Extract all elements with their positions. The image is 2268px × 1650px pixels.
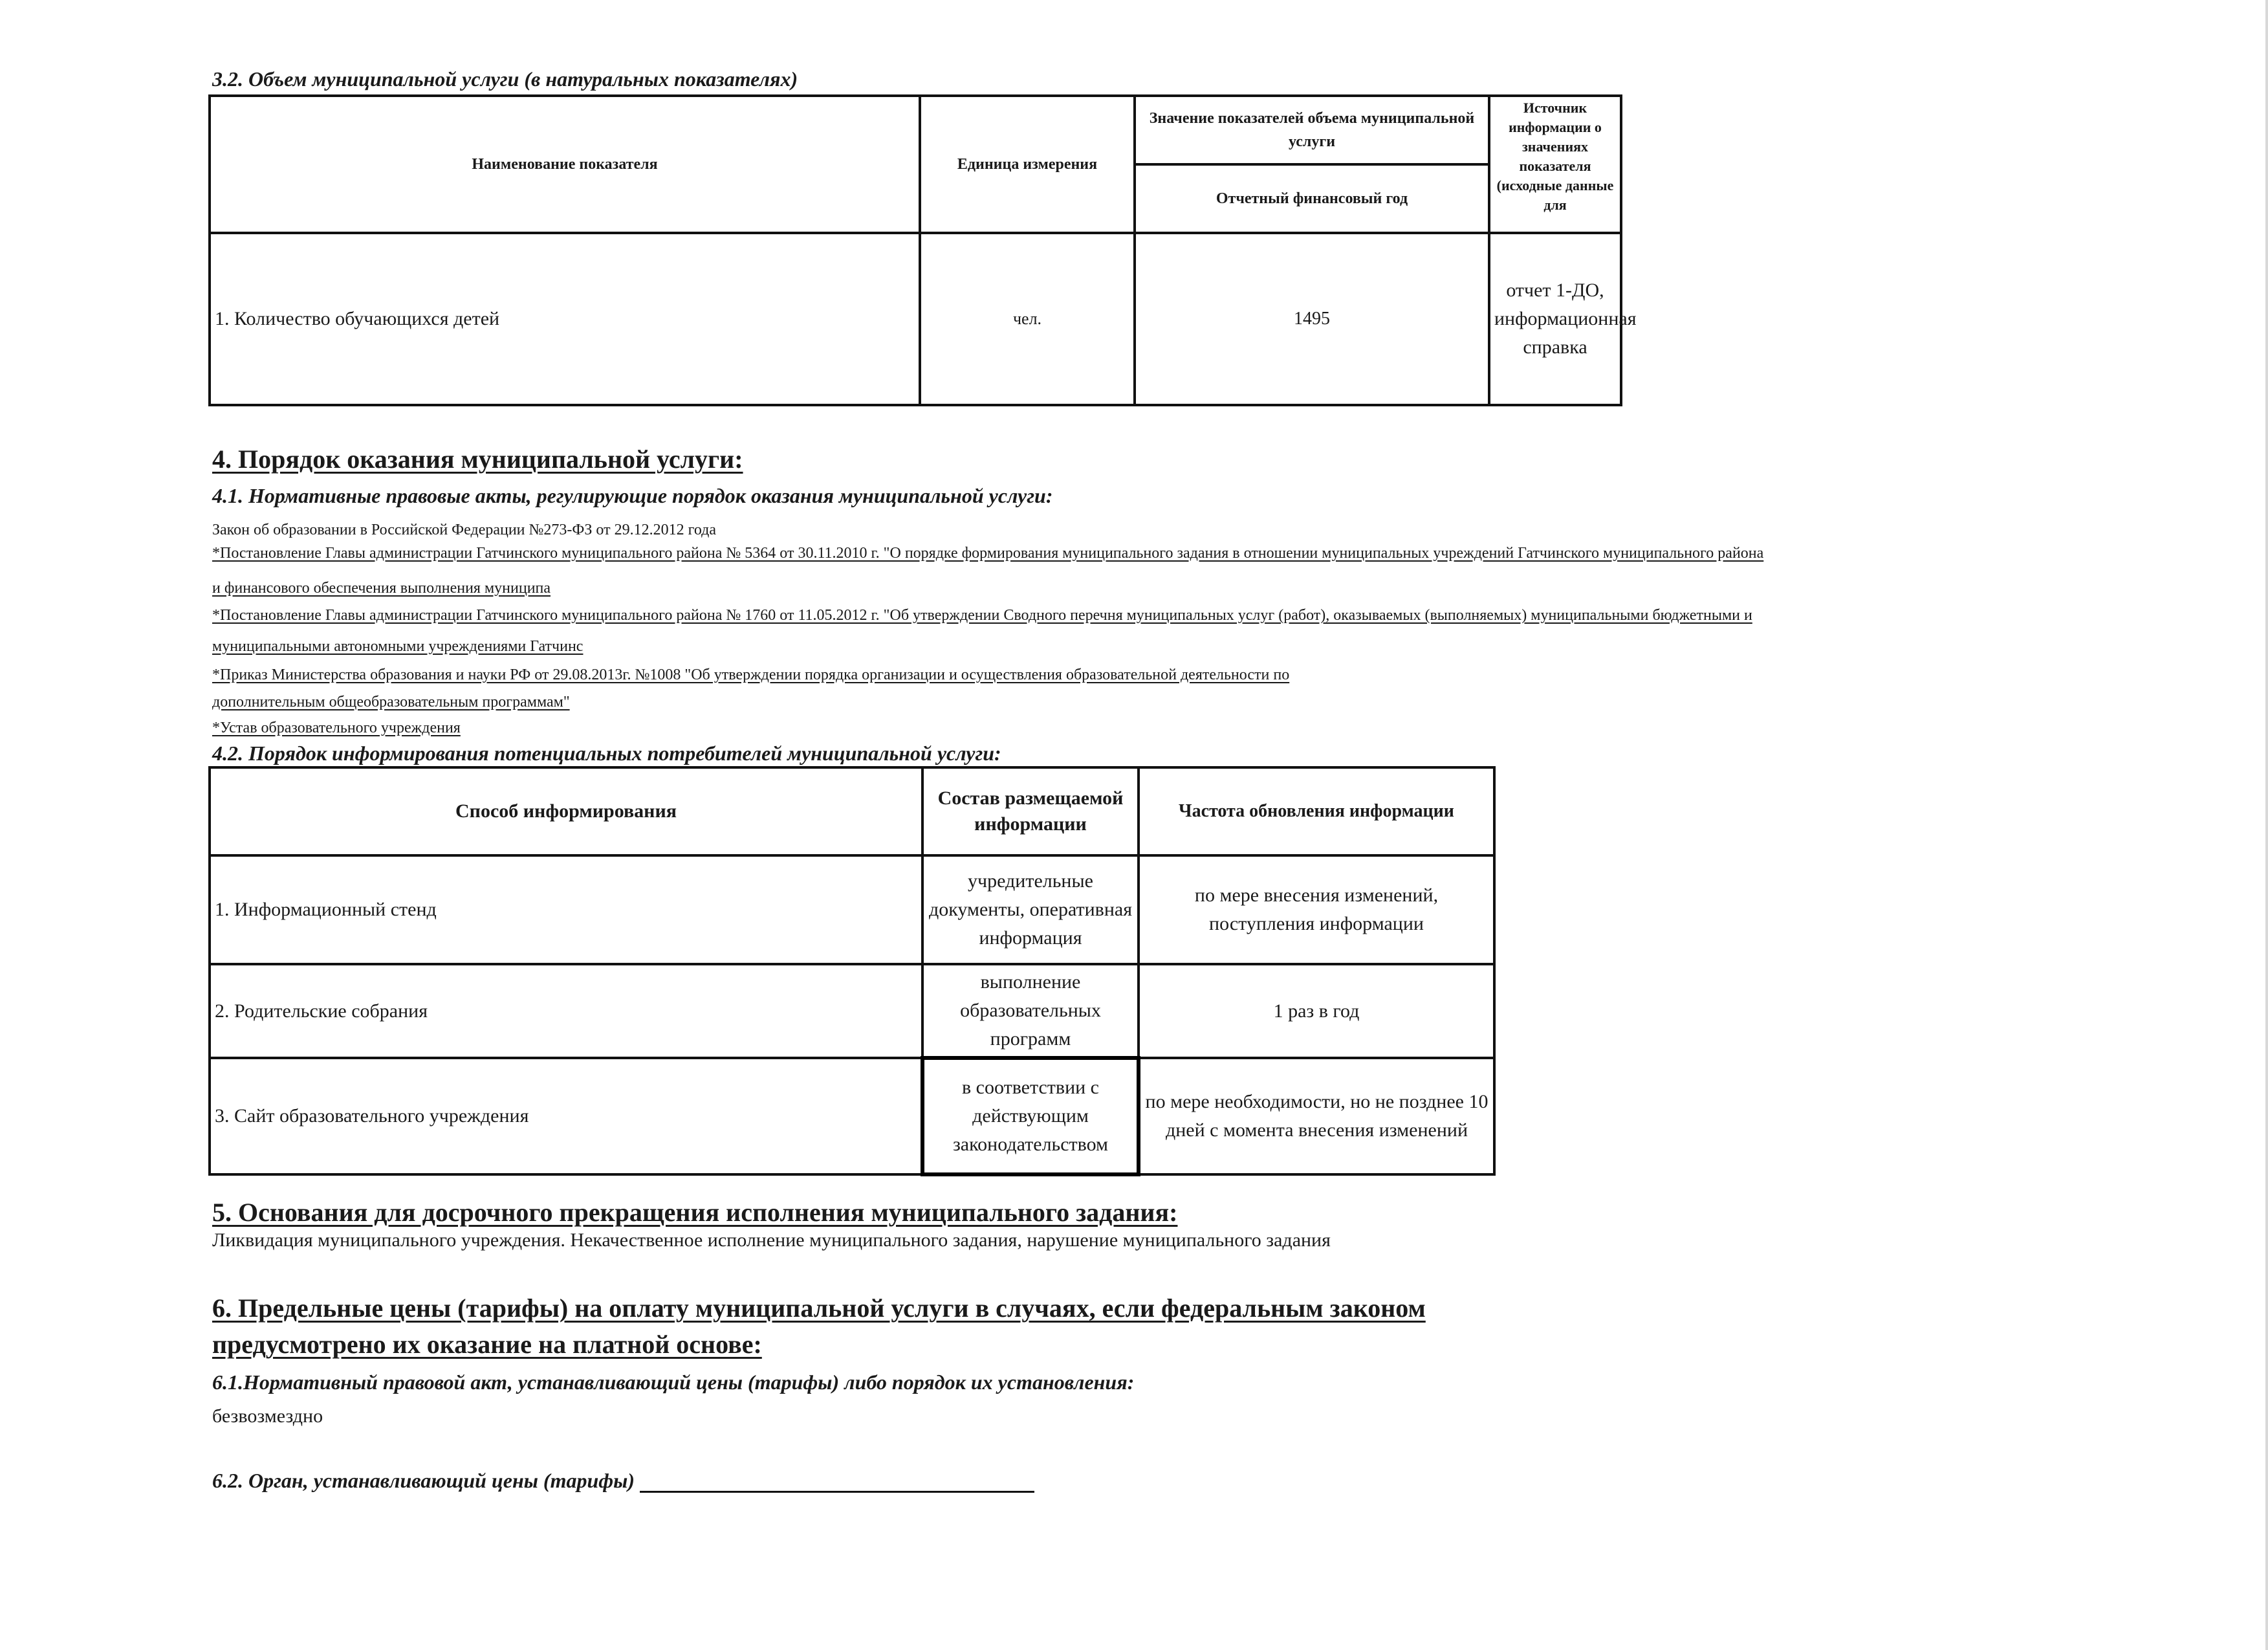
informing-row-1-content: учредительные документы, оперативная информация [922, 855, 1139, 964]
section-6-1-text: безвозмездно [212, 1405, 323, 1427]
informing-row-1-frequency: по мере внесения изменений, поступления информации [1139, 855, 1494, 964]
volume-row-name: 1. Количество обучающихся детей [210, 233, 920, 405]
volume-row-unit: чел. [920, 233, 1135, 405]
act-decree-5364: *Постановление Главы администрации Гатчинского муниципального района № 5364 от 30.11.2010 г. "О порядке формирования муниципального задания в отношении муниципальных учреждений Гатчинского муниципального района [212, 545, 1764, 562]
section-6-2-heading: 6.2. Орган, устанавливающий цены (тарифы) [212, 1469, 635, 1492]
volume-col-unit: Единица измерения [920, 96, 1135, 233]
act-decree-5364-cont: и финансового обеспечения выполнения муниципа [212, 580, 551, 597]
table-row [210, 1058, 1494, 1174]
volume-col-value-sub: Отчетный финансовый год [1135, 164, 1489, 233]
tariff-authority-blank [640, 1471, 1034, 1493]
section-6-1-heading: 6.1.Нормативный правовой акт, устанавливающий цены (тарифы) либо порядок их установления: [212, 1370, 1135, 1394]
volume-table [208, 94, 1637, 406]
informing-row-2-frequency: 1 раз в год [1139, 964, 1494, 1058]
section-3-2-heading: 3.2. Объем муниципальной услуги (в натуральных показателях) [212, 67, 798, 91]
section-4-heading: 4. Порядок оказания муниципальной услуги: [212, 445, 743, 474]
informing-row-3-frequency: по мере необходимости, но не позднее 10 дней с момента внесения изменений [1139, 1058, 1494, 1174]
volume-col-source: Источник информации о значениях показателя (исходные данные для [1489, 96, 1621, 233]
table-row [210, 964, 1494, 1058]
informing-row-3-content: в соответствии с действующим законодательством [922, 1058, 1139, 1174]
informing-col-content: Состав размещаемой информации [922, 767, 1139, 855]
section-6-heading-line2: предусмотрено их оказание на платной основе: [212, 1330, 762, 1359]
section-4-2-heading: 4.2. Порядок информирования потенциальных потребителей муниципальной услуги: [212, 742, 1001, 765]
section-6-2-line [212, 1469, 1034, 1493]
act-decree-1760: *Постановление Главы администрации Гатчинского муниципального района № 1760 от 11.05.2012 г. "Об утверждении Сводного перечня муниципальных услуг (работ), оказываемых (выполняемых) муниципальными бюджетными и [212, 607, 1752, 624]
table-row [210, 233, 1621, 405]
volume-col-value: Значение показателей объема муниципальной услуги [1135, 96, 1489, 164]
informing-row-3-method: 3. Сайт образовательного учреждения [210, 1058, 922, 1174]
table-row [210, 855, 1494, 964]
informing-row-2-method: 2. Родительские собрания [210, 964, 922, 1058]
volume-col-name: Наименование показателя [210, 96, 920, 233]
informing-row-1-method: 1. Информационный стенд [210, 855, 922, 964]
act-order-1008: *Приказ Министерства образования и науки РФ от 29.08.2013г. №1008 "Об утверждении порядка организации и осуществления образовательной деятельности по [212, 666, 1290, 683]
act-law: Закон об образовании в Российской Федерации №273-ФЗ от 29.12.2012 года [212, 522, 716, 538]
act-decree-1760-cont: муниципальными автономными учреждениями Гатчинс [212, 638, 583, 655]
section-5-text: Ликвидация муниципального учреждения. Некачественное исполнение муниципального задания, нарушение муниципального задания [212, 1229, 1331, 1251]
section-4-1-heading: 4.1. Нормативные правовые акты, регулирующие порядок оказания муниципальной услуги: [212, 484, 1053, 507]
section-5-heading: 5. Основания для досрочного прекращения исполнения муниципального задания: [212, 1198, 1178, 1227]
informing-table [208, 766, 1496, 1176]
informing-row-2-content: выполнение образовательных программ [922, 964, 1139, 1058]
scan-edge-shadow [2265, 0, 2268, 1650]
volume-row-source: отчет 1-ДО, информационная справка [1489, 233, 1621, 405]
act-order-1008-cont: дополнительным общеобразовательным программам" [212, 694, 570, 710]
volume-row-value: 1495 [1135, 233, 1489, 405]
act-charter: *Устав образовательного учреждения [212, 720, 461, 736]
section-6-heading-line1: 6. Предельные цены (тарифы) на оплату муниципальной услуги в случаях, если федеральным законом [212, 1293, 1426, 1323]
informing-col-frequency: Частота обновления информации [1139, 767, 1494, 855]
informing-col-method: Способ информирования [210, 767, 922, 855]
